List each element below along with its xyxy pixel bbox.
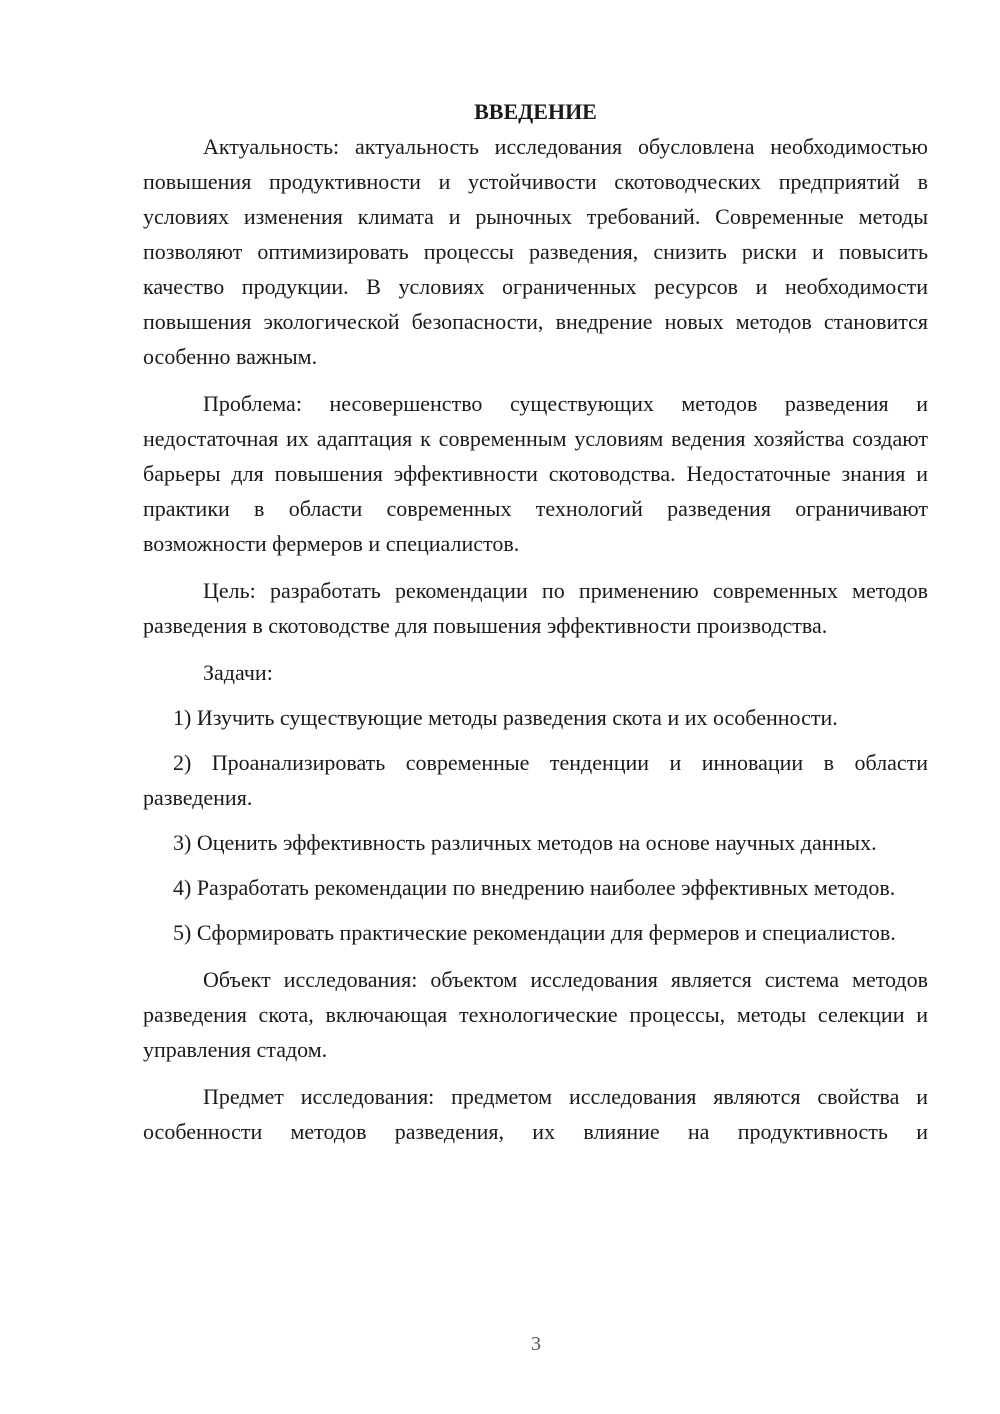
task-item-4: 4) Разработать рекомендации по внедрению наиболее эффективных методов. xyxy=(173,875,896,900)
task-item-1: 1) Изучить существующие методы разведения скота и их особенности. xyxy=(173,705,838,730)
subject-paragraph: Предмет исследования: предметом исследования являются свойства и особенности методов разведения, их влияние на продуктивность и xyxy=(143,1084,928,1144)
page-number: 3 xyxy=(531,1333,541,1355)
task-item-5: 5) Сформировать практические рекомендации для фермеров и специалистов. xyxy=(173,920,896,945)
object-paragraph: Объект исследования: объектом исследования является система методов разведения скота, включающая технологические процессы, методы селекции и управления стадом. xyxy=(143,967,928,1062)
problem-paragraph: Проблема: несовершенство существующих методов разведения и недостаточная их адаптация к современным условиям ведения хозяйства создают барьеры для повышения эффективности скотоводства. Недостаточные знания и практики в области современных технологий разведения ограничивают возможности фермеров и специалистов. xyxy=(143,391,928,556)
task-item-2: 2) Проанализировать современные тенденции и инновации в области разведения. xyxy=(143,750,928,810)
relevance-paragraph: Актуальность: актуальность исследования обусловлена необходимостью повышения продуктивности и устойчивости скотоводческих предприятий в условиях изменения климата и рыночных требований. Современные методы позволяют оптимизировать процессы разведения, снизить риски и повысить качество продукции. В условиях ограниченных ресурсов и необходимости повышения экологической безопасности, внедрение новых методов становится особенно важным. xyxy=(143,134,928,369)
page-content xyxy=(143,94,928,1149)
goal-paragraph: Цель: разработать рекомендации по применению современных методов разведения в скотоводстве для повышения эффективности производства. xyxy=(143,578,928,638)
page-title: ВВЕДЕНИЕ xyxy=(474,99,597,124)
tasks-label: Задачи: xyxy=(203,660,273,685)
task-item-3: 3) Оценить эффективность различных методов на основе научных данных. xyxy=(173,830,877,855)
